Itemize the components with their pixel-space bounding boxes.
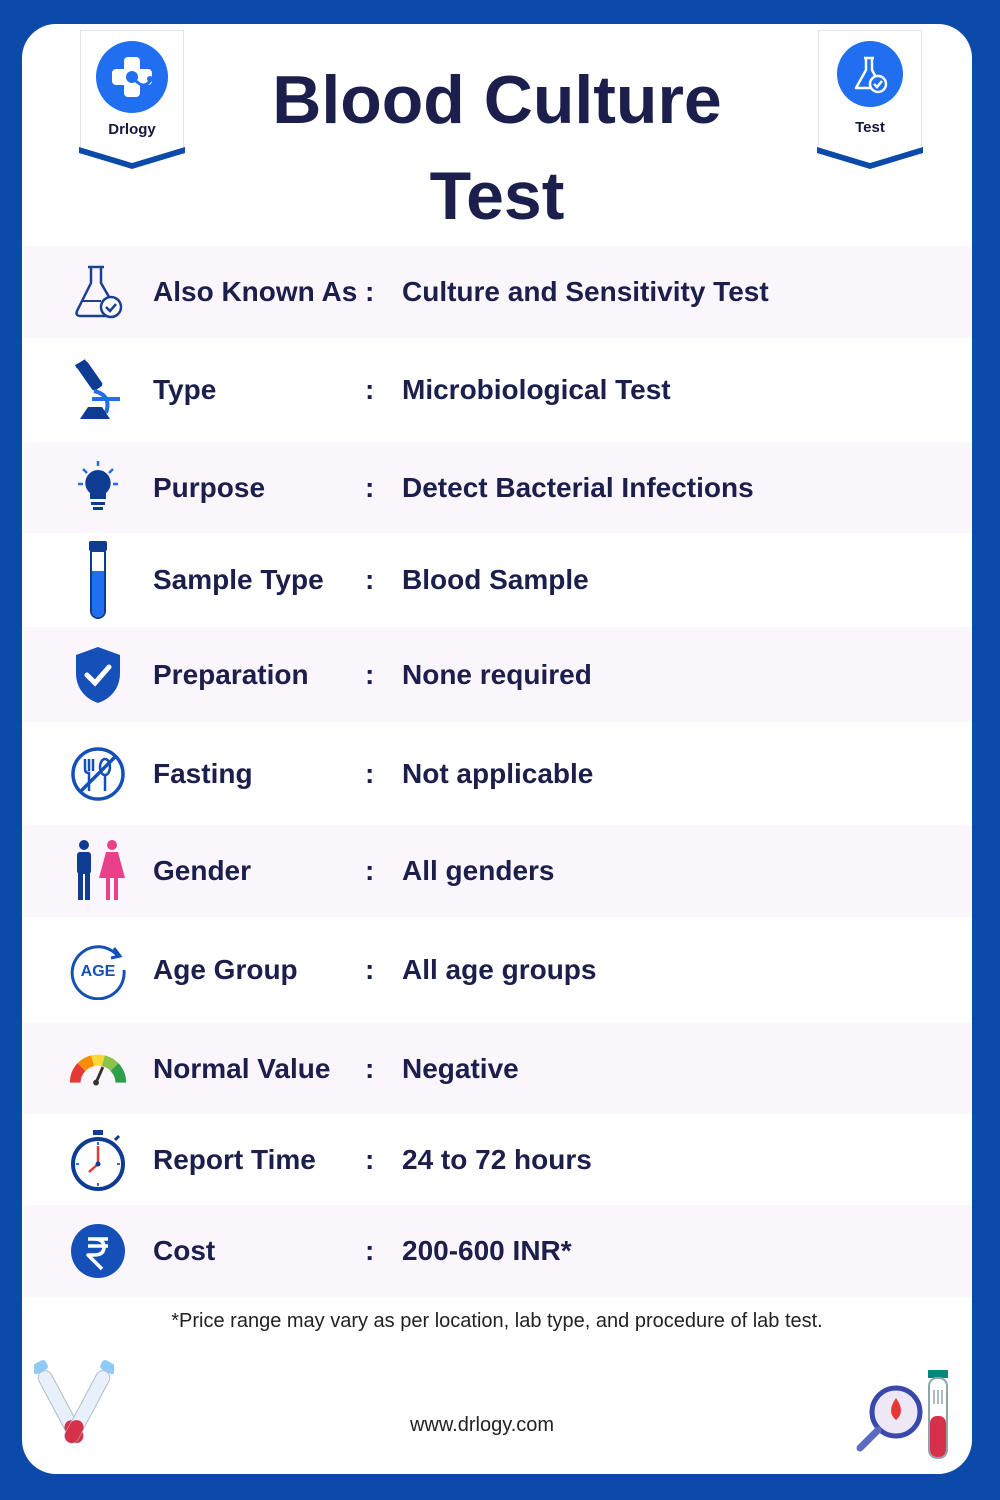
row-colon: : — [365, 1143, 375, 1175]
row-value: All age groups — [402, 954, 597, 985]
infographic-card — [22, 24, 972, 1474]
test-tube-icon — [66, 548, 130, 612]
stopwatch-icon — [66, 1128, 130, 1192]
row-normal-value — [22, 1023, 972, 1114]
row-gender — [22, 825, 972, 917]
row-label: Fasting — [153, 757, 253, 789]
flask-check-icon — [66, 260, 130, 324]
row-value: Not applicable — [402, 757, 594, 789]
microscope-icon — [66, 358, 130, 422]
title-line-1: Blood Culture — [272, 62, 722, 138]
row-fasting — [22, 722, 972, 825]
row-colon: : — [365, 855, 375, 886]
page-title — [202, 52, 792, 244]
row-colon: : — [365, 564, 375, 595]
magnifier-blood-tube-icon — [856, 1368, 956, 1469]
drlogy-badge-label: Drlogy — [108, 121, 156, 138]
row-value: None required — [402, 658, 592, 690]
row-value: Detect Bacterial Infections — [402, 471, 754, 503]
row-label: Purpose — [153, 471, 266, 503]
row-sample-type — [22, 533, 972, 627]
no-food-icon — [66, 742, 130, 806]
title-line-2: Test — [429, 158, 565, 234]
row-value: 24 to 72 hours — [402, 1143, 592, 1175]
rupee-icon — [66, 1219, 130, 1283]
row-also-known-as — [22, 246, 972, 338]
row-label: Cost — [153, 1235, 216, 1266]
price-disclaimer: *Price range may vary as per location, lab type, and procedure of lab test. — [171, 1310, 823, 1332]
gender-icon — [66, 839, 130, 903]
row-label: Normal Value — [153, 1052, 331, 1084]
row-value: Culture and Sensitivity Test — [402, 276, 769, 307]
info-table — [22, 246, 972, 1297]
row-label: Sample Type — [153, 564, 324, 595]
row-label: Also Known As — [153, 276, 358, 307]
row-colon: : — [365, 276, 375, 307]
row-cost — [22, 1205, 972, 1297]
row-colon: : — [365, 374, 375, 405]
row-label: Report Time — [153, 1143, 316, 1175]
lightbulb-icon — [66, 456, 130, 520]
row-value: All genders — [402, 855, 555, 886]
row-label: Type — [153, 374, 217, 405]
row-colon: : — [365, 954, 375, 985]
flask-badge-icon — [837, 41, 903, 107]
doctor-logo-icon — [96, 41, 168, 113]
test-badge-label: Test — [855, 119, 885, 136]
row-report-time — [22, 1114, 972, 1205]
row-age-group — [22, 917, 972, 1023]
age-icon — [66, 938, 130, 1002]
row-colon: : — [365, 471, 375, 503]
row-value: Microbiological Test — [402, 374, 671, 405]
row-label: Gender — [153, 855, 252, 886]
test-badge — [818, 30, 922, 155]
row-colon: : — [365, 757, 375, 789]
row-label: Preparation — [153, 658, 309, 690]
row-type — [22, 338, 972, 442]
crossed-test-tubes-icon — [34, 1346, 114, 1463]
gauge-icon — [66, 1037, 130, 1101]
row-colon: : — [365, 658, 375, 690]
row-preparation — [22, 627, 972, 722]
row-value: Negative — [402, 1052, 519, 1084]
shield-check-icon — [66, 643, 130, 707]
svg-text:AGE: AGE — [80, 963, 116, 980]
row-label: Age Group — [153, 954, 298, 985]
row-purpose — [22, 442, 972, 533]
row-colon: : — [365, 1052, 375, 1084]
drlogy-badge — [80, 30, 184, 155]
row-colon: : — [365, 1235, 375, 1266]
website-link[interactable]: www.drlogy.com — [409, 1414, 555, 1436]
row-value: Blood Sample — [402, 564, 589, 595]
row-value: 200-600 INR* — [402, 1235, 572, 1266]
